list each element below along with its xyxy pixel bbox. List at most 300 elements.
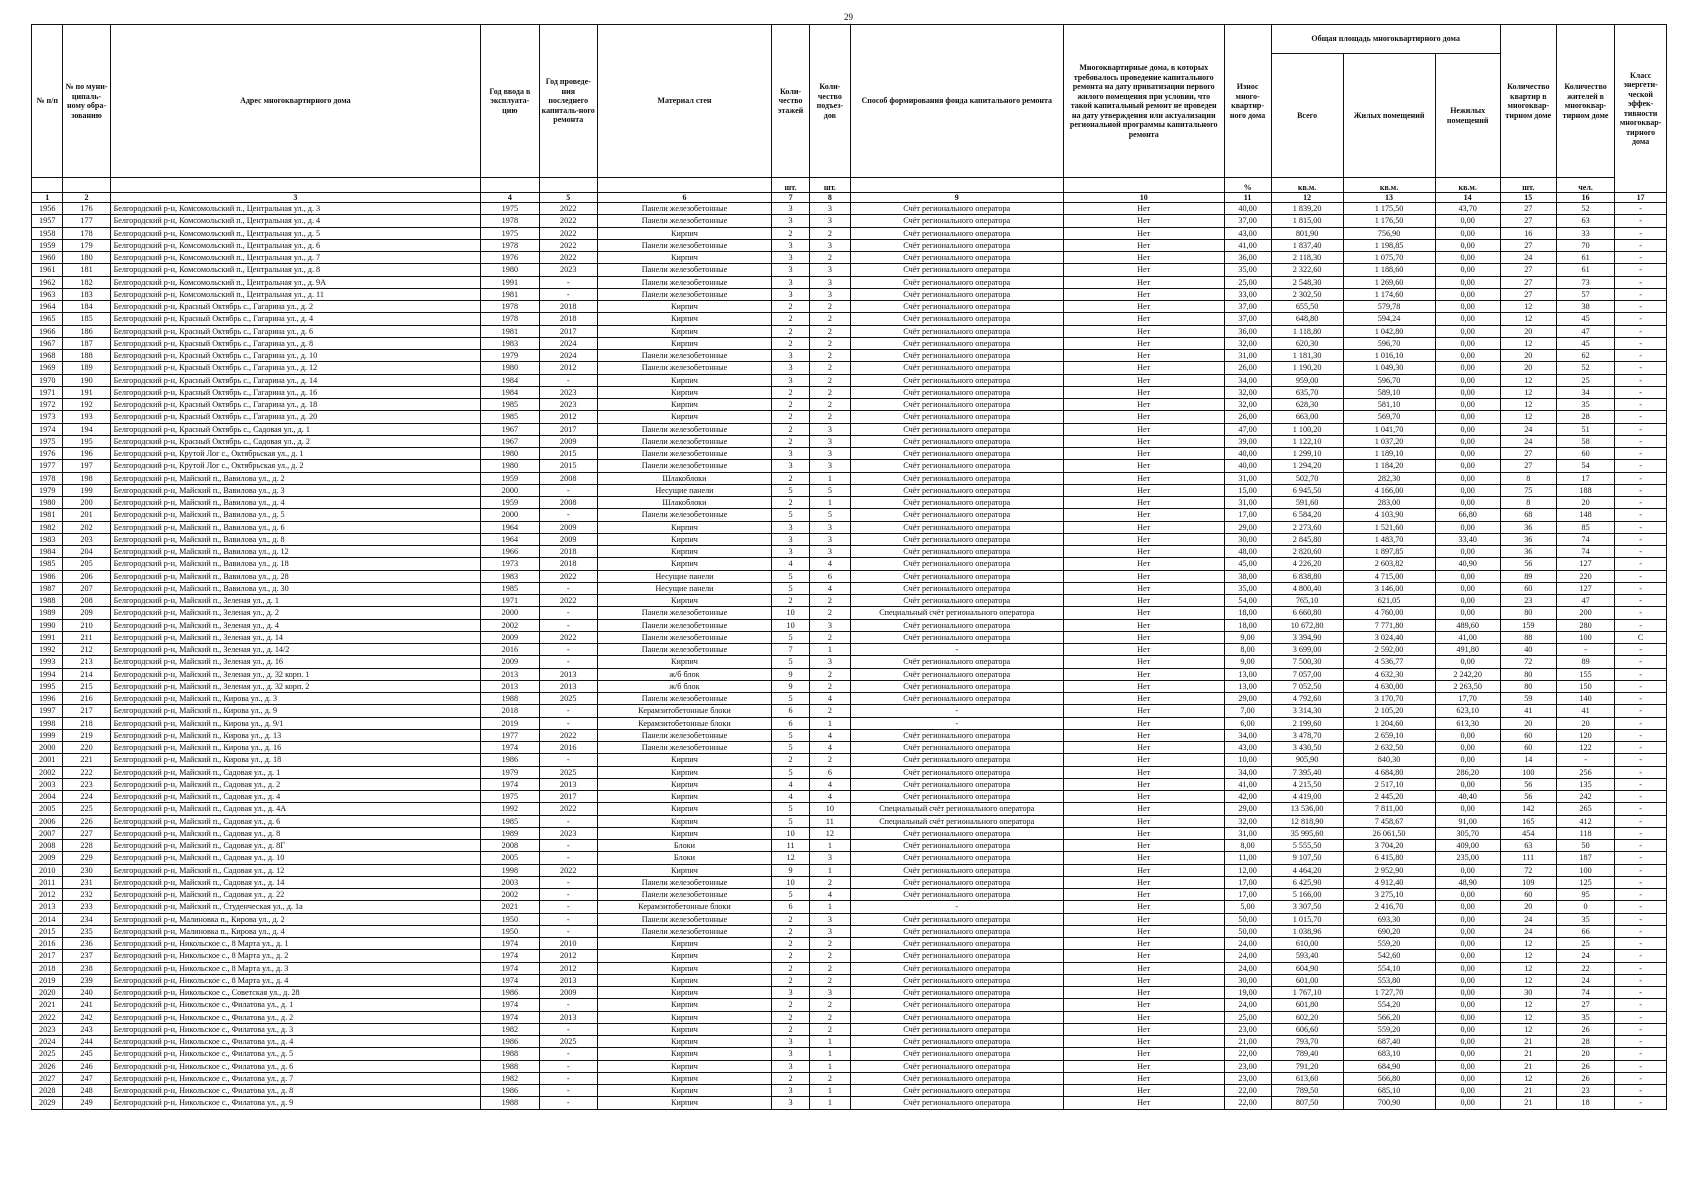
cell-area-total: 959,00 xyxy=(1271,374,1343,386)
cell-residents: 58 xyxy=(1556,435,1614,447)
column-number: 4 xyxy=(481,193,539,203)
cell-row-number: 1967 xyxy=(32,337,63,349)
cell-floors: 3 xyxy=(771,987,809,999)
cell-area-nonresidential: 0,00 xyxy=(1435,987,1500,999)
cell-area-total: 620,30 xyxy=(1271,337,1343,349)
cell-wall-material: Кирпич xyxy=(597,1036,771,1048)
cell-year-built: 2018 xyxy=(481,705,539,717)
cell-area-residential: 684,90 xyxy=(1343,1060,1435,1072)
cell-area-nonresidential: 40,90 xyxy=(1435,558,1500,570)
cell-energy-class: - xyxy=(1615,252,1667,264)
cell-wall-material: Кирпич xyxy=(597,301,771,313)
cell-address: Белгородский р-н, Малиновка п., Кирова ул., д. 2 xyxy=(110,913,481,925)
cell-address: Белгородский р-н, Никольское с., Советская ул., д. 28 xyxy=(110,987,481,999)
cell-floors: 3 xyxy=(771,521,809,533)
cell-apartments: 27 xyxy=(1500,203,1556,215)
table-row xyxy=(32,668,1667,680)
cell-floors: 3 xyxy=(771,533,809,545)
cell-address: Белгородский р-н, Комсомольский п., Центральная ул., д. 5 xyxy=(110,227,481,239)
cell-area-total: 2 199,60 xyxy=(1271,717,1343,729)
cell-fund-method: Счёт регионального оператора xyxy=(850,987,1063,999)
table-row xyxy=(32,729,1667,741)
cell-last-repair-year: 2012 xyxy=(539,362,597,374)
cell-row-number: 2025 xyxy=(32,1048,63,1060)
cell-address: Белгородский р-н, Комсомольский п., Центральная ул., д. 3 xyxy=(110,203,481,215)
cell-apartments: 27 xyxy=(1500,288,1556,300)
cell-municipal-number: 215 xyxy=(63,680,110,692)
cell-municipal-number: 237 xyxy=(63,950,110,962)
cell-wear: 34,00 xyxy=(1224,729,1271,741)
cell-apartments: 454 xyxy=(1500,827,1556,839)
cell-repair-required: Нет xyxy=(1063,288,1224,300)
cell-energy-class: - xyxy=(1615,362,1667,374)
cell-repair-required: Нет xyxy=(1063,778,1224,790)
cell-year-built: 2002 xyxy=(481,619,539,631)
cell-row-number: 1974 xyxy=(32,423,63,435)
cell-area-residential: 700,90 xyxy=(1343,1097,1435,1109)
cell-entrances: 2 xyxy=(810,325,850,337)
cell-energy-class: - xyxy=(1615,607,1667,619)
cell-last-repair-year: - xyxy=(539,717,597,729)
header-repair-required: Многоквартирные дома, в которых требовалось проведение капитального ремонта на дату приватизации первого жилого помещения при условии, что такой капитальный ремонт не проведен на дату утверждения или актуализации региональной программы капитального ремонта xyxy=(1063,25,1224,178)
cell-entrances: 1 xyxy=(810,644,850,656)
cell-energy-class: - xyxy=(1615,803,1667,815)
cell-last-repair-year: - xyxy=(539,705,597,717)
cell-municipal-number: 200 xyxy=(63,497,110,509)
header-fund-method: Способ формирования фонда капитального ремонта xyxy=(850,25,1063,178)
cell-residents: 25 xyxy=(1556,374,1614,386)
cell-fund-method: Счёт регионального оператора xyxy=(850,460,1063,472)
cell-year-built: 1975 xyxy=(481,203,539,215)
cell-area-residential: 840,30 xyxy=(1343,754,1435,766)
cell-address: Белгородский р-н, Красный Октябрь с., Гагарина ул., д. 6 xyxy=(110,325,481,337)
cell-residents: 35 xyxy=(1556,913,1614,925)
cell-repair-required: Нет xyxy=(1063,399,1224,411)
cell-last-repair-year: - xyxy=(539,656,597,668)
table-row xyxy=(32,999,1667,1011)
cell-row-number: 1984 xyxy=(32,546,63,558)
cell-floors: 2 xyxy=(771,925,809,937)
cell-wall-material: Панели железобетонные xyxy=(597,264,771,276)
cell-year-built: 1988 xyxy=(481,693,539,705)
cell-area-nonresidential: 0,00 xyxy=(1435,595,1500,607)
cell-wall-material: Панели железобетонные xyxy=(597,913,771,925)
cell-last-repair-year: 2022 xyxy=(539,729,597,741)
cell-residents: 52 xyxy=(1556,203,1614,215)
cell-residents: 18 xyxy=(1556,1097,1614,1109)
cell-fund-method: - xyxy=(850,644,1063,656)
cell-row-number: 1993 xyxy=(32,656,63,668)
cell-year-built: 1977 xyxy=(481,729,539,741)
cell-repair-required: Нет xyxy=(1063,582,1224,594)
cell-energy-class: - xyxy=(1615,876,1667,888)
header-row-number: № п/п xyxy=(32,25,63,178)
cell-municipal-number: 222 xyxy=(63,766,110,778)
cell-last-repair-year: 2009 xyxy=(539,435,597,447)
cell-floors: 3 xyxy=(771,374,809,386)
cell-wear: 17,00 xyxy=(1224,876,1271,888)
table-row xyxy=(32,962,1667,974)
cell-fund-method: Счёт регионального оператора xyxy=(850,497,1063,509)
cell-last-repair-year: - xyxy=(539,1060,597,1072)
cell-repair-required: Нет xyxy=(1063,1097,1224,1109)
table-row xyxy=(32,448,1667,460)
cell-apartments: 89 xyxy=(1500,570,1556,582)
column-number: 15 xyxy=(1500,193,1556,203)
cell-wear: 54,00 xyxy=(1224,595,1271,607)
cell-area-total: 4 215,50 xyxy=(1271,778,1343,790)
unit-cell xyxy=(110,178,481,193)
cell-area-nonresidential: 0,00 xyxy=(1435,607,1500,619)
cell-area-total: 789,50 xyxy=(1271,1085,1343,1097)
header-year-built: Год ввода в эксплуата-цию xyxy=(481,25,539,178)
cell-energy-class: - xyxy=(1615,582,1667,594)
cell-floors: 9 xyxy=(771,864,809,876)
cell-fund-method: Счёт регионального оператора xyxy=(850,913,1063,925)
cell-residents: 47 xyxy=(1556,325,1614,337)
cell-row-number: 2028 xyxy=(32,1085,63,1097)
cell-floors: 5 xyxy=(771,766,809,778)
table-row xyxy=(32,1097,1667,1109)
cell-fund-method: Счёт регионального оператора xyxy=(850,766,1063,778)
cell-residents: 74 xyxy=(1556,546,1614,558)
cell-residents: 73 xyxy=(1556,276,1614,288)
cell-wear: 35,00 xyxy=(1224,264,1271,276)
cell-municipal-number: 182 xyxy=(63,276,110,288)
cell-municipal-number: 217 xyxy=(63,705,110,717)
cell-row-number: 1982 xyxy=(32,521,63,533)
cell-apartments: 27 xyxy=(1500,215,1556,227)
cell-repair-required: Нет xyxy=(1063,558,1224,570)
cell-wear: 25,00 xyxy=(1224,276,1271,288)
cell-wear: 32,00 xyxy=(1224,386,1271,398)
cell-row-number: 1985 xyxy=(32,558,63,570)
cell-wear: 9,00 xyxy=(1224,656,1271,668)
cell-address: Белгородский р-н, Никольское с., Филатова ул., д. 4 xyxy=(110,1036,481,1048)
cell-repair-required: Нет xyxy=(1063,852,1224,864)
cell-wear: 21,00 xyxy=(1224,1036,1271,1048)
cell-municipal-number: 195 xyxy=(63,435,110,447)
cell-apartments: 27 xyxy=(1500,276,1556,288)
cell-area-total: 35 995,60 xyxy=(1271,827,1343,839)
cell-area-residential: 4 684,80 xyxy=(1343,766,1435,778)
cell-fund-method: Счёт регионального оператора xyxy=(850,1060,1063,1072)
cell-row-number: 1971 xyxy=(32,386,63,398)
cell-wear: 29,00 xyxy=(1224,521,1271,533)
cell-year-built: 1980 xyxy=(481,362,539,374)
housing-register-table xyxy=(31,24,1667,1110)
cell-area-residential: 1 269,60 xyxy=(1343,276,1435,288)
cell-row-number: 1970 xyxy=(32,374,63,386)
table-row xyxy=(32,313,1667,325)
cell-residents: 20 xyxy=(1556,717,1614,729)
cell-area-total: 3 314,30 xyxy=(1271,705,1343,717)
cell-municipal-number: 209 xyxy=(63,607,110,619)
cell-area-total: 2 322,60 xyxy=(1271,264,1343,276)
cell-row-number: 1976 xyxy=(32,448,63,460)
cell-row-number: 1972 xyxy=(32,399,63,411)
cell-row-number: 2023 xyxy=(32,1023,63,1035)
cell-floors: 2 xyxy=(771,227,809,239)
cell-repair-required: Нет xyxy=(1063,484,1224,496)
cell-wall-material: Кирпич xyxy=(597,791,771,803)
cell-entrances: 2 xyxy=(810,754,850,766)
cell-apartments: 8 xyxy=(1500,472,1556,484)
cell-year-built: 1974 xyxy=(481,778,539,790)
cell-last-repair-year: 2023 xyxy=(539,827,597,839)
cell-municipal-number: 190 xyxy=(63,374,110,386)
cell-last-repair-year: - xyxy=(539,889,597,901)
cell-area-residential: 7 811,00 xyxy=(1343,803,1435,815)
cell-area-nonresidential: 0,00 xyxy=(1435,325,1500,337)
header-floors: Коли-чество этажей xyxy=(771,25,809,178)
cell-area-residential: 566,80 xyxy=(1343,1072,1435,1084)
cell-fund-method: Счёт регионального оператора xyxy=(850,484,1063,496)
cell-entrances: 2 xyxy=(810,374,850,386)
cell-address: Белгородский р-н, Крутой Лог с., Октябрьская ул., д. 2 xyxy=(110,460,481,472)
cell-area-nonresidential: 0,00 xyxy=(1435,1072,1500,1084)
cell-entrances: 4 xyxy=(810,558,850,570)
cell-fund-method: Счёт регионального оператора xyxy=(850,876,1063,888)
cell-residents: 61 xyxy=(1556,264,1614,276)
cell-wear: 25,00 xyxy=(1224,1011,1271,1023)
cell-repair-required: Нет xyxy=(1063,325,1224,337)
cell-municipal-number: 189 xyxy=(63,362,110,374)
cell-floors: 2 xyxy=(771,386,809,398)
cell-floors: 3 xyxy=(771,546,809,558)
cell-row-number: 1969 xyxy=(32,362,63,374)
cell-wall-material: Панели железобетонные xyxy=(597,889,771,901)
cell-year-built: 1983 xyxy=(481,570,539,582)
cell-wall-material: Кирпич xyxy=(597,950,771,962)
cell-residents: 155 xyxy=(1556,668,1614,680)
cell-municipal-number: 248 xyxy=(63,1085,110,1097)
cell-wall-material: Несущие панели xyxy=(597,582,771,594)
table-row xyxy=(32,742,1667,754)
cell-last-repair-year: 2018 xyxy=(539,301,597,313)
cell-area-total: 6 945,50 xyxy=(1271,484,1343,496)
cell-floors: 10 xyxy=(771,607,809,619)
cell-wall-material: Несущие панели xyxy=(597,570,771,582)
cell-year-built: 1978 xyxy=(481,239,539,251)
cell-area-residential: 1 075,70 xyxy=(1343,252,1435,264)
cell-energy-class: - xyxy=(1615,974,1667,986)
table-row xyxy=(32,925,1667,937)
cell-area-total: 4 419,00 xyxy=(1271,791,1343,803)
cell-year-built: 2009 xyxy=(481,656,539,668)
cell-address: Белгородский р-н, Майский п., Зеленая ул., д. 14/2 xyxy=(110,644,481,656)
cell-fund-method: Счёт регионального оператора xyxy=(850,938,1063,950)
cell-municipal-number: 198 xyxy=(63,472,110,484)
cell-area-residential: 1 049,30 xyxy=(1343,362,1435,374)
cell-entrances: 3 xyxy=(810,435,850,447)
table-row xyxy=(32,337,1667,349)
cell-address: Белгородский р-н, Майский п., Вавилова ул., д. 3 xyxy=(110,484,481,496)
cell-energy-class: - xyxy=(1615,840,1667,852)
cell-wall-material: Кирпич xyxy=(597,803,771,815)
cell-area-total: 7 395,40 xyxy=(1271,766,1343,778)
cell-area-total: 601,80 xyxy=(1271,999,1343,1011)
cell-last-repair-year: - xyxy=(539,1085,597,1097)
cell-row-number: 2014 xyxy=(32,913,63,925)
cell-residents: 95 xyxy=(1556,889,1614,901)
cell-municipal-number: 196 xyxy=(63,448,110,460)
cell-last-repair-year: - xyxy=(539,1023,597,1035)
cell-area-residential: 579,78 xyxy=(1343,301,1435,313)
cell-wear: 30,00 xyxy=(1224,974,1271,986)
cell-area-nonresidential: 0,00 xyxy=(1435,656,1500,668)
cell-last-repair-year: - xyxy=(539,1072,597,1084)
cell-energy-class: - xyxy=(1615,313,1667,325)
cell-repair-required: Нет xyxy=(1063,423,1224,435)
cell-last-repair-year: - xyxy=(539,815,597,827)
cell-municipal-number: 204 xyxy=(63,546,110,558)
cell-floors: 3 xyxy=(771,215,809,227)
cell-address: Белгородский р-н, Комсомольский п., Центральная ул., д. 8 xyxy=(110,264,481,276)
cell-repair-required: Нет xyxy=(1063,264,1224,276)
cell-floors: 5 xyxy=(771,484,809,496)
cell-wall-material: Панели железобетонные xyxy=(597,288,771,300)
cell-residents: 52 xyxy=(1556,362,1614,374)
cell-address: Белгородский р-н, Никольское с., Филатова ул., д. 6 xyxy=(110,1060,481,1072)
cell-fund-method: Счёт регионального оператора xyxy=(850,521,1063,533)
cell-municipal-number: 247 xyxy=(63,1072,110,1084)
cell-municipal-number: 244 xyxy=(63,1036,110,1048)
cell-fund-method: Счёт регионального оператора xyxy=(850,754,1063,766)
cell-energy-class: - xyxy=(1615,693,1667,705)
cell-fund-method: Счёт регионального оператора xyxy=(850,325,1063,337)
cell-wall-material: Панели железобетонные xyxy=(597,276,771,288)
cell-entrances: 3 xyxy=(810,423,850,435)
cell-area-total: 793,70 xyxy=(1271,1036,1343,1048)
cell-energy-class: - xyxy=(1615,938,1667,950)
cell-wall-material: Кирпич xyxy=(597,227,771,239)
cell-repair-required: Нет xyxy=(1063,595,1224,607)
page-number: 29 xyxy=(844,12,853,22)
cell-area-residential: 1 198,85 xyxy=(1343,239,1435,251)
cell-municipal-number: 183 xyxy=(63,288,110,300)
cell-area-total: 1 122,10 xyxy=(1271,435,1343,447)
cell-fund-method: Счёт регионального оператора xyxy=(850,729,1063,741)
cell-entrances: 3 xyxy=(810,288,850,300)
cell-address: Белгородский р-н, Майский п., Садовая ул., д. 8Г xyxy=(110,840,481,852)
cell-wall-material: Панели железобетонные xyxy=(597,925,771,937)
cell-year-built: 1950 xyxy=(481,925,539,937)
cell-address: Белгородский р-н, Красный Октябрь с., Гагарина ул., д. 4 xyxy=(110,313,481,325)
cell-wall-material: Панели железобетонные xyxy=(597,607,771,619)
cell-energy-class: - xyxy=(1615,264,1667,276)
cell-wall-material: Шлакоблоки xyxy=(597,472,771,484)
cell-area-nonresidential: 0,00 xyxy=(1435,215,1500,227)
cell-energy-class: - xyxy=(1615,766,1667,778)
cell-year-built: 1985 xyxy=(481,815,539,827)
cell-residents: 24 xyxy=(1556,974,1614,986)
cell-municipal-number: 185 xyxy=(63,313,110,325)
cell-wall-material: Панели железобетонные xyxy=(597,448,771,460)
table-row xyxy=(32,509,1667,521)
cell-row-number: 2005 xyxy=(32,803,63,815)
cell-area-nonresidential: 48,90 xyxy=(1435,876,1500,888)
cell-residents: 23 xyxy=(1556,1085,1614,1097)
cell-row-number: 2007 xyxy=(32,827,63,839)
cell-area-nonresidential: 66,80 xyxy=(1435,509,1500,521)
cell-fund-method: Счёт регионального оператора xyxy=(850,1048,1063,1060)
cell-wear: 8,00 xyxy=(1224,840,1271,852)
cell-floors: 2 xyxy=(771,423,809,435)
cell-repair-required: Нет xyxy=(1063,876,1224,888)
cell-wall-material: Кирпич xyxy=(597,1023,771,1035)
cell-address: Белгородский р-н, Никольское с., Филатова ул., д. 8 xyxy=(110,1085,481,1097)
cell-last-repair-year: 2017 xyxy=(539,325,597,337)
cell-energy-class: - xyxy=(1615,668,1667,680)
cell-municipal-number: 235 xyxy=(63,925,110,937)
cell-apartments: 24 xyxy=(1500,913,1556,925)
cell-entrances: 2 xyxy=(810,301,850,313)
cell-area-total: 635,70 xyxy=(1271,386,1343,398)
cell-fund-method: Счёт регионального оператора xyxy=(850,239,1063,251)
cell-floors: 2 xyxy=(771,999,809,1011)
cell-energy-class: - xyxy=(1615,239,1667,251)
column-number: 14 xyxy=(1435,193,1500,203)
cell-entrances: 3 xyxy=(810,203,850,215)
cell-last-repair-year: 2022 xyxy=(539,227,597,239)
cell-repair-required: Нет xyxy=(1063,472,1224,484)
cell-residents: 74 xyxy=(1556,533,1614,545)
cell-residents: 127 xyxy=(1556,582,1614,594)
cell-repair-required: Нет xyxy=(1063,840,1224,852)
cell-last-repair-year: 2013 xyxy=(539,668,597,680)
cell-entrances: 2 xyxy=(810,362,850,374)
cell-row-number: 1961 xyxy=(32,264,63,276)
cell-last-repair-year: - xyxy=(539,913,597,925)
cell-energy-class: - xyxy=(1615,276,1667,288)
cell-repair-required: Нет xyxy=(1063,301,1224,313)
cell-last-repair-year: - xyxy=(539,754,597,766)
cell-floors: 4 xyxy=(771,791,809,803)
table-row xyxy=(32,325,1667,337)
cell-municipal-number: 184 xyxy=(63,301,110,313)
header-municipal-number: № по муни-ципаль-ному обра-зованию xyxy=(63,25,110,178)
cell-energy-class: - xyxy=(1615,448,1667,460)
unit-residents: чел. xyxy=(1556,178,1614,193)
cell-address: Белгородский р-н, Комсомольский п., Центральная ул., д. 7 xyxy=(110,252,481,264)
cell-area-residential: 1 016,10 xyxy=(1343,350,1435,362)
cell-wall-material: Кирпич xyxy=(597,754,771,766)
cell-repair-required: Нет xyxy=(1063,1011,1224,1023)
cell-entrances: 2 xyxy=(810,950,850,962)
table-row xyxy=(32,1072,1667,1084)
cell-row-number: 2003 xyxy=(32,778,63,790)
cell-residents: 140 xyxy=(1556,693,1614,705)
cell-fund-method: Счёт регионального оператора xyxy=(850,950,1063,962)
cell-wear: 34,00 xyxy=(1224,374,1271,386)
cell-year-built: 2003 xyxy=(481,876,539,888)
cell-area-total: 648,80 xyxy=(1271,313,1343,325)
cell-row-number: 2010 xyxy=(32,864,63,876)
cell-energy-class: - xyxy=(1615,680,1667,692)
cell-fund-method: Счёт регионального оператора xyxy=(850,840,1063,852)
cell-row-number: 1980 xyxy=(32,497,63,509)
cell-area-residential: 554,10 xyxy=(1343,962,1435,974)
cell-residents: 100 xyxy=(1556,864,1614,876)
cell-wall-material: Кирпич xyxy=(597,313,771,325)
cell-apartments: 60 xyxy=(1500,742,1556,754)
cell-wall-material: Панели железобетонные xyxy=(597,876,771,888)
cell-address: Белгородский р-н, Красный Октябрь с., Гагарина ул., д. 16 xyxy=(110,386,481,398)
cell-area-residential: 1 189,10 xyxy=(1343,448,1435,460)
cell-area-total: 1 038,96 xyxy=(1271,925,1343,937)
cell-municipal-number: 221 xyxy=(63,754,110,766)
